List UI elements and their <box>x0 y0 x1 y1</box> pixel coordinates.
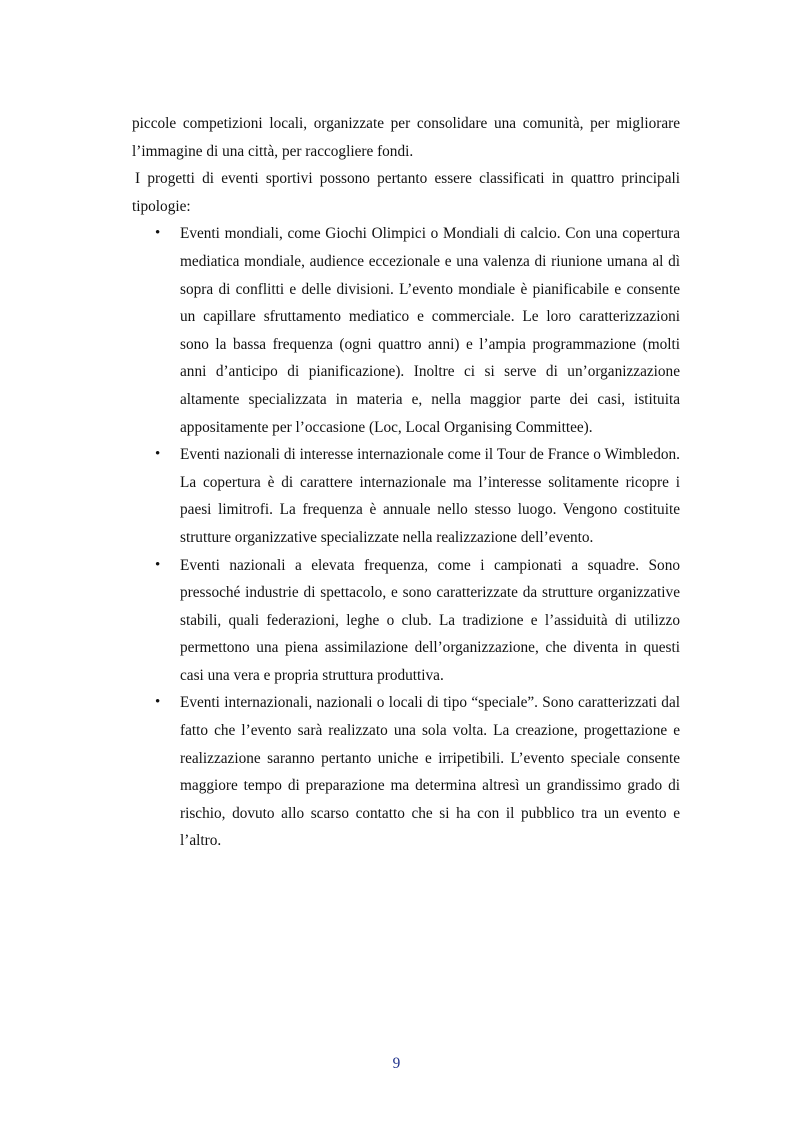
list-item-world-events <box>132 220 680 441</box>
bullet-icon: • <box>155 446 161 463</box>
list-item-text: Eventi nazionali a elevata frequenza, come i campionati a squadre. Sono pressoché industrie di spettacolo, e sono caratterizzate da strutture organizzative stabili, quali federazioni, leghe o club. La tradizione e l’assiduità di utilizzo permettono una piena assimilazione dell’organizzazione, che diventa in questi casi una vera e propria struttura produttiva. <box>180 556 680 684</box>
list-item-text: Eventi internazionali, nazionali o locali di tipo “speciale”. Sono caratterizzati dal fatto che l’evento sarà realizzato una sola volta. La creazione, progettazione e realizzazione saranno pertanto uniche e irripetibili. L’evento speciale consente maggiore tempo di preparazione ma determina altresì un grandissimo grado di rischio, dovuto allo scarso contatto che si ha con il pubblico tra un evento e l’altro. <box>180 694 680 850</box>
intro-paragraph: piccole competizioni locali, organizzate per consolidare una comunità, per migliorare l’immagine di una città, per raccogliere fondi. <box>132 115 680 160</box>
page-number: 9 <box>392 1055 401 1072</box>
list-item-text: Eventi mondiali, come Giochi Olimpici o Mondiali di calcio. Con una copertura mediatica mondiale, audience eccezionale e una valenza di riunione umana al dì sopra di conflitti e delle divisioni. L’evento mondiale è pianificabile e consente un capillare sfruttamento mediatico e commerciale. Le loro caratterizzazioni sono la bassa frequenza (ogni quattro anni) e l’ampia programmazione (molti anni d’anticipo di pianificazione). Inoltre ci si serve di un’organizzazione altamente specializzata in materia e, nella maggior parte dei casi, istituita appositamente per l’occasione (Loc, Local Organising Committee). <box>180 225 680 436</box>
page-body <box>132 110 680 855</box>
bullet-icon: • <box>155 694 161 711</box>
list-item-special-events <box>132 689 680 855</box>
classification-paragraph: I progetti di eventi sportivi possono pertanto essere classificati in quattro principali tipologie: <box>132 170 680 215</box>
list-item-high-frequency-events <box>132 552 680 690</box>
bullet-icon: • <box>155 225 161 242</box>
event-type-list <box>132 220 680 855</box>
list-item-national-international-events <box>132 441 680 551</box>
bullet-icon: • <box>155 556 161 573</box>
list-item-text: Eventi nazionali di interesse internazionale come il Tour de France o Wimbledon. La copertura è di carattere internazionale ma l’interesse solitamente ricopre i paesi limitrofi. La frequenza è annuale nello stesso luogo. Vengono costituite strutture organizzative specializzate nella realizzazione dell’evento. <box>180 446 680 546</box>
